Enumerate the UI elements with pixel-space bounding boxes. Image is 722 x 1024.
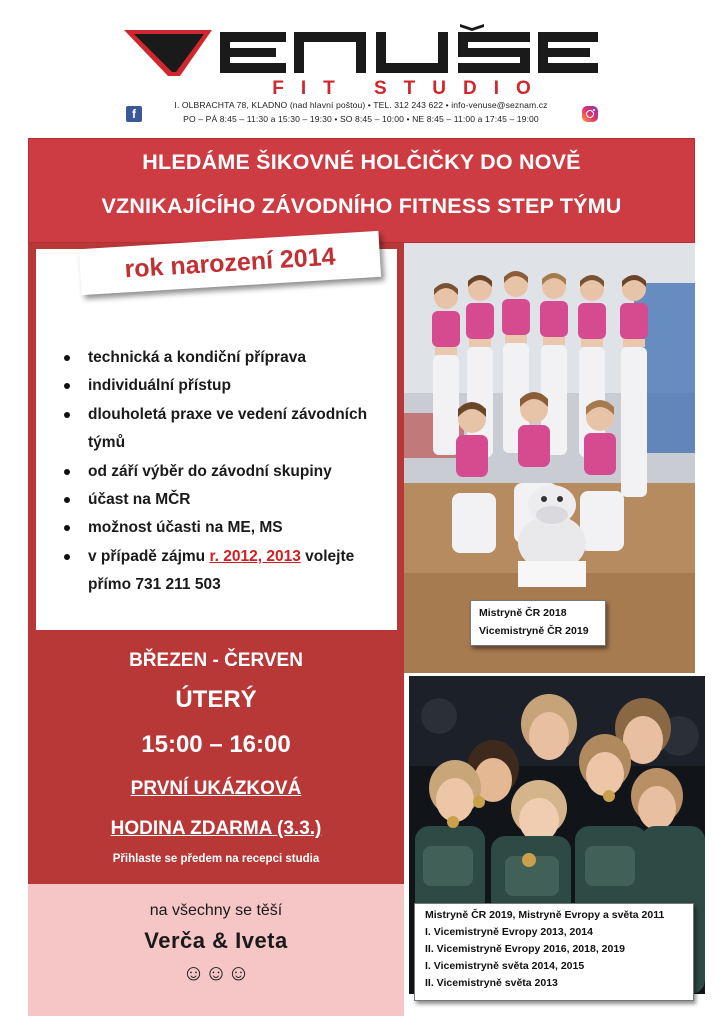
facebook-icon[interactable]: f <box>126 106 142 122</box>
birth-year-text: rok narození 2014 <box>123 242 337 284</box>
registration-note: Přihlaste se předem na recepci studia <box>112 853 320 865</box>
list-item: od září výběr do závodní skupiny <box>64 458 394 486</box>
headline-banner <box>28 138 695 243</box>
headline-line-2: VZNIKAJÍCÍHO ZÁVODNÍHO FITNESS STEP TÝMU <box>101 194 622 218</box>
photo-caption-senior <box>414 903 694 1001</box>
schedule-months: BŘEZEN - ČERVEN <box>129 650 303 671</box>
headline-line-1: HLEDÁME ŠIKOVNÉ HOLČIČKY DO NOVĚ <box>142 150 581 174</box>
caption-line: Mistryně ČR 2018 <box>479 607 567 619</box>
logo-wordmark <box>220 24 598 73</box>
list-item-contact <box>64 543 394 600</box>
schedule-time: 15:00 – 16:00 <box>141 731 291 758</box>
caption-line: I. Vicemistryně Evropy 2013, 2014 <box>425 926 593 938</box>
list-item: individuální přístup <box>64 372 394 400</box>
caption-line: Mistryně ČR 2019, Mistryně Evropy a světa 2011 <box>425 909 665 921</box>
list-item: možnost účasti na ME, MS <box>64 514 394 542</box>
contact-text-after: volejte přímo 731 211 503 <box>88 547 355 594</box>
closing-line: na všechny se těší <box>149 902 283 919</box>
logo-subtext: FIT STUDIO <box>272 78 548 99</box>
list-item: účast na MČR <box>64 486 394 514</box>
highlight-years: r. 2012, 2013 <box>209 547 301 565</box>
schedule-day: ÚTERÝ <box>175 686 257 713</box>
address-line: I. OLBRACHTA 78, KLADNO (nad hlavní poštou) • TEL. 312 243 622 • info-venuse@seznam.cz <box>174 100 548 110</box>
list-item: dlouholetá praxe ve vedení závodních týmů <box>64 401 394 458</box>
caption-line: II. Vicemistryně Evropy 2016, 2018, 2019 <box>425 943 626 955</box>
venuse-logo <box>120 24 600 100</box>
smiley-icons: ☺☺☺ <box>182 960 250 985</box>
free-lesson-line-2: HODINA ZDARMA (3.3.) <box>110 818 322 839</box>
caption-line: I. Vicemistryně světa 2014, 2015 <box>425 960 585 972</box>
caption-line: II. Vicemistryně světa 2013 <box>425 977 558 989</box>
opening-hours-line: PO – PÁ 8:45 – 11:30 a 15:30 – 19:30 • SO 8:45 – 10:00 • NE 8:45 – 11:00 a 17:45 – 19:00 <box>183 114 539 124</box>
caption-line: Vicemistryně ČR 2019 <box>479 625 589 637</box>
coach-names: Verča & Iveta <box>144 928 288 953</box>
benefits-list <box>64 344 394 600</box>
contact-text-before: v případě zájmu <box>88 547 206 565</box>
list-item: technická a kondiční příprava <box>64 344 394 372</box>
free-lesson-line-1: PRVNÍ UKÁZKOVÁ <box>130 778 302 799</box>
photo-caption-young <box>470 600 606 646</box>
